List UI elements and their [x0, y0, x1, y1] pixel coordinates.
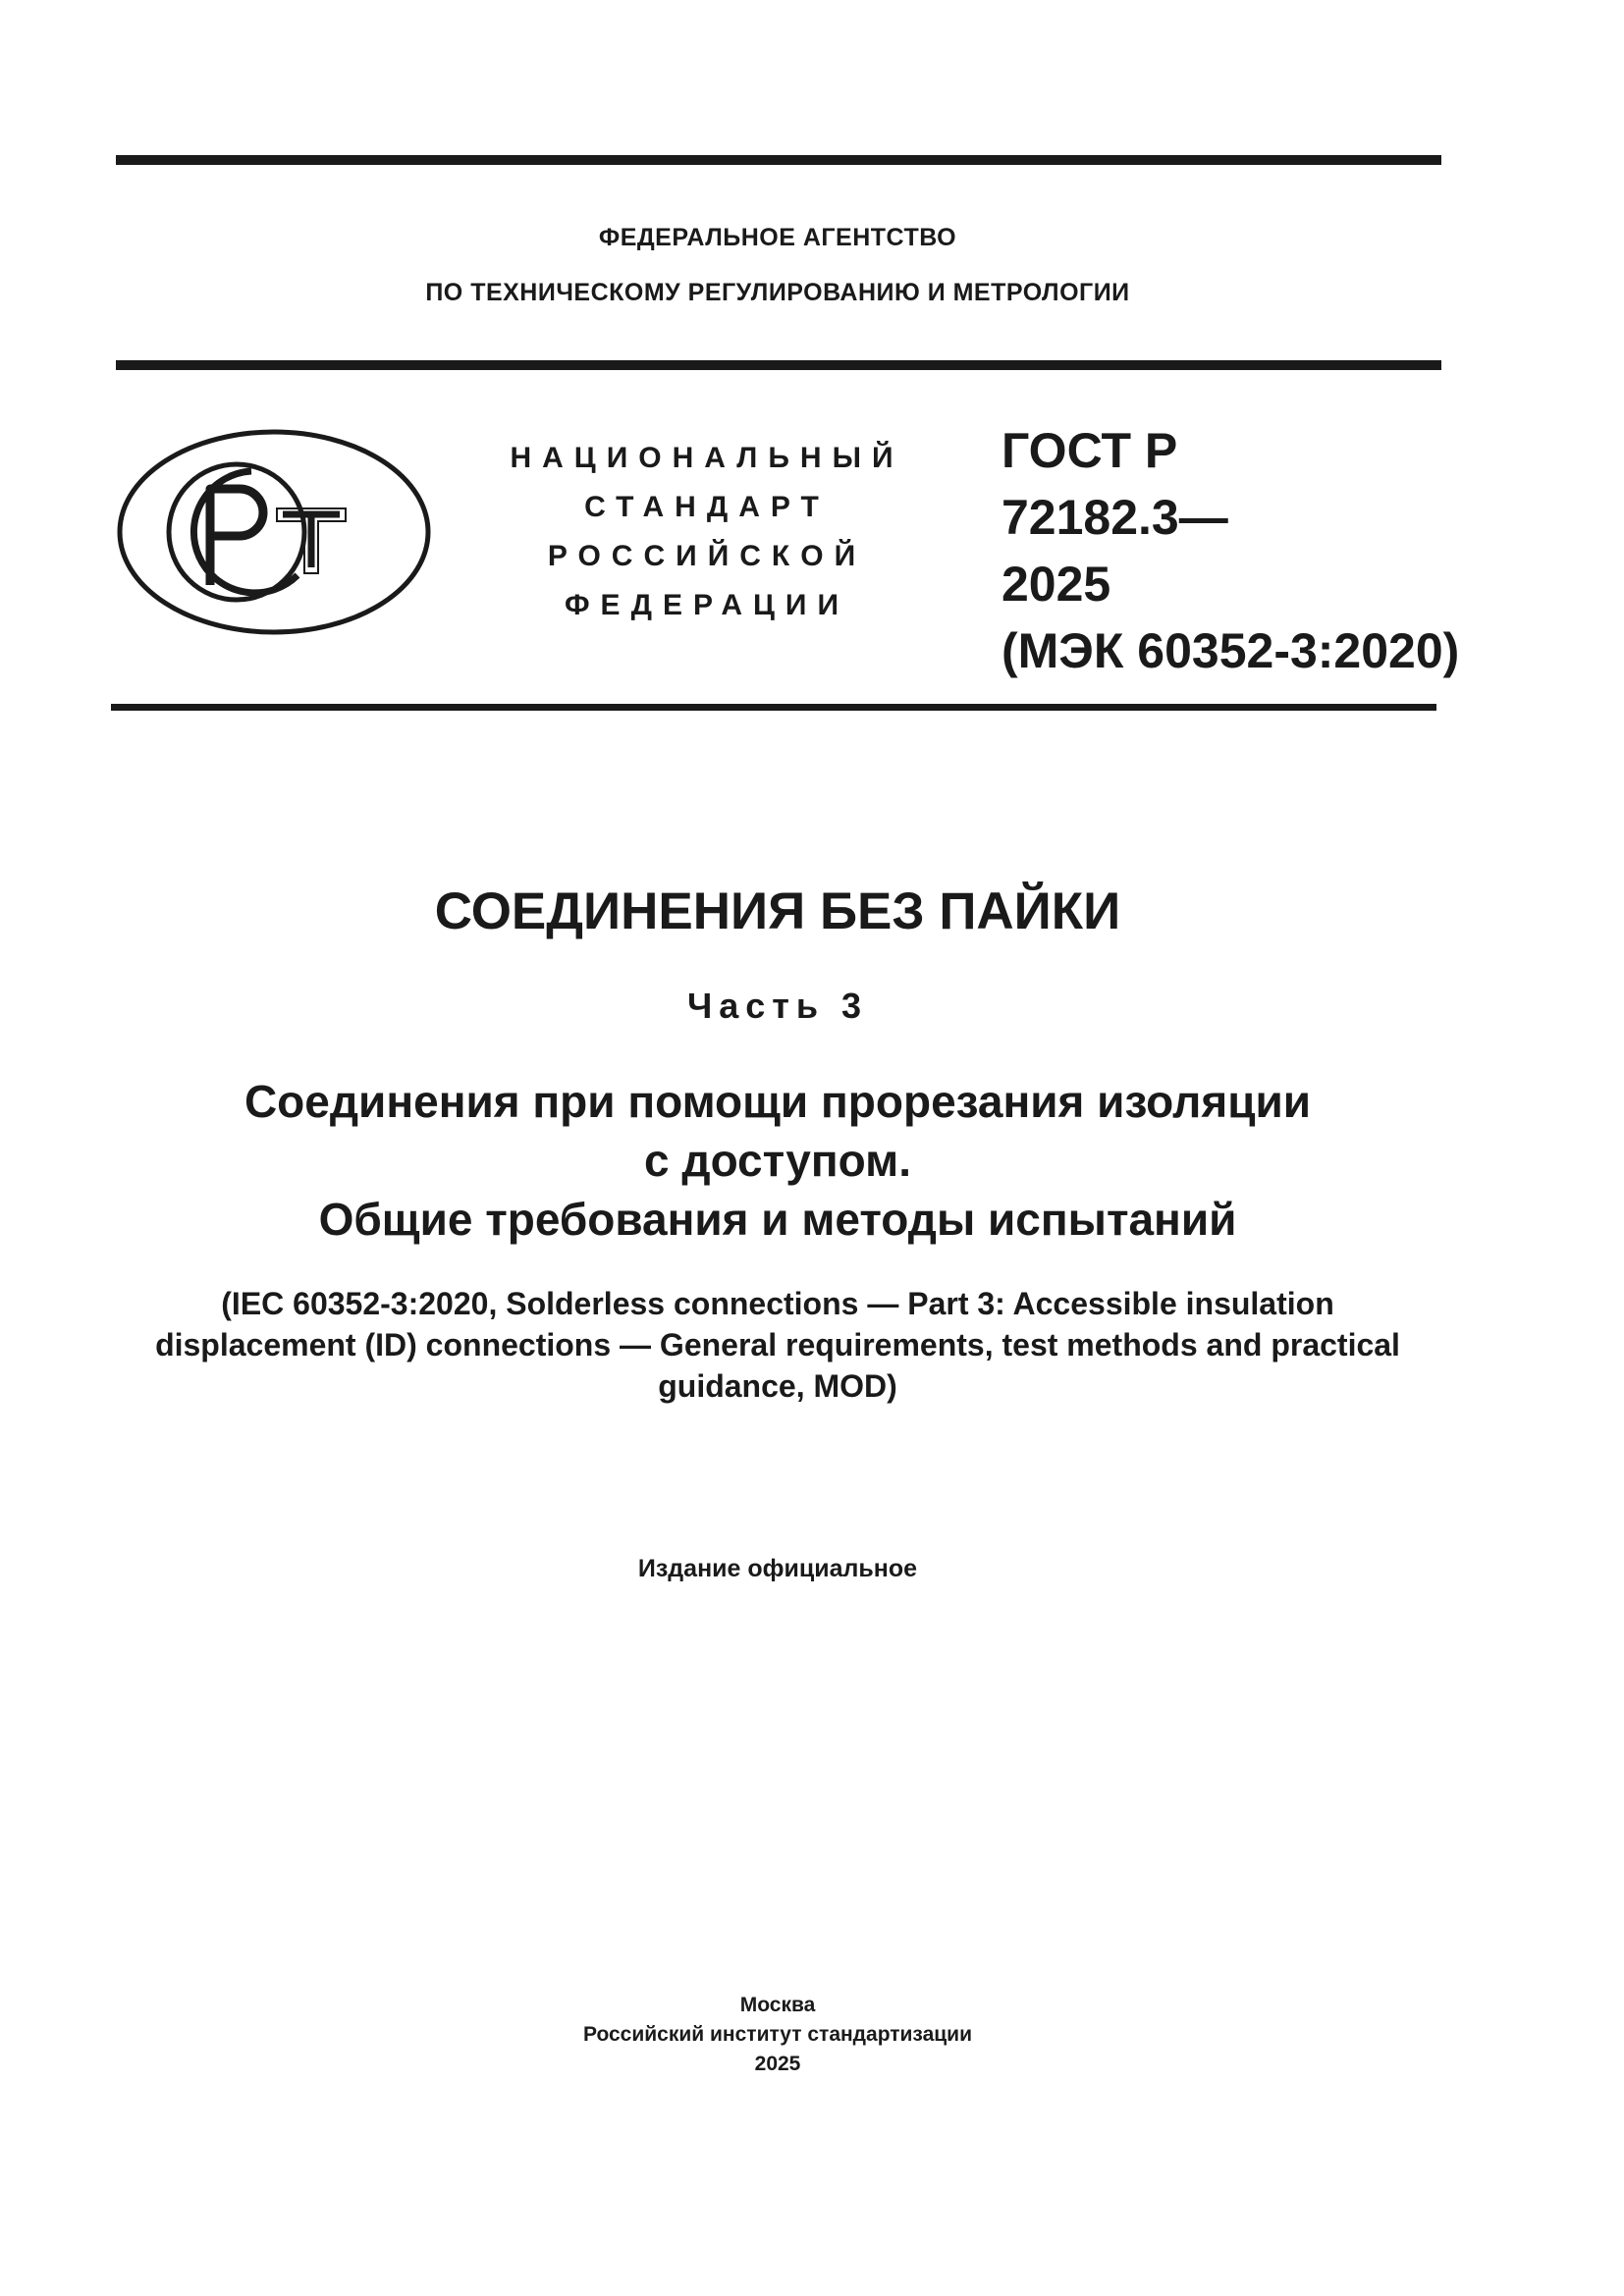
subtitle-line-1: Соединения при помощи прорезания изоляции	[244, 1076, 1312, 1127]
part-number: Часть 3	[686, 986, 869, 1026]
standard-designation	[1001, 417, 1459, 684]
designation-line-2: 72182.3—	[1001, 490, 1228, 545]
imprint-publisher: Российский институт стандартизации	[582, 2023, 973, 2046]
international-reference	[0, 1283, 1555, 1407]
imprint	[0, 1991, 1555, 2079]
national-standard-line-3: РОССИЙСКОЙ	[547, 540, 867, 572]
agency-line-1: ФЕДЕРАЛЬНОЕ АГЕНТСТВО	[598, 224, 957, 251]
imprint-city: Москва	[739, 1994, 816, 2016]
imprint-year: 2025	[754, 2053, 801, 2075]
national-standard-line-1: НАЦИОНАЛЬНЫЙ	[510, 442, 904, 474]
designation-line-3: 2025	[1001, 557, 1111, 612]
document-subtitle	[0, 1072, 1555, 1249]
national-standard-block	[491, 434, 923, 630]
intl-reference-line-2: displacement (ID) connections — General requirements, test methods and practical	[155, 1327, 1400, 1362]
intl-reference-line-1: (IEC 60352-3:2020, Solderless connections — Part 3: Accessible insulation	[221, 1286, 1334, 1321]
designation-line-4: (МЭК 60352-3:2020)	[1001, 623, 1460, 678]
national-standard-line-4: ФЕДЕРАЦИИ	[564, 589, 850, 621]
document-title: СОЕДИНЕНИЯ БЕЗ ПАЙКИ	[434, 882, 1121, 940]
intl-reference-line-3: guidance, MOD)	[658, 1368, 897, 1404]
subtitle-line-2: с доступом.	[644, 1135, 911, 1186]
subtitle-line-3: Общие требования и методы испытаний	[318, 1194, 1237, 1245]
national-standard-line-2: СТАНДАРТ	[584, 491, 830, 523]
top-rule	[116, 155, 1441, 165]
designation-line-1: ГОСТ Р	[1001, 423, 1178, 478]
edition-note: Издание официальное	[637, 1555, 918, 1582]
rst-certification-mark-icon	[116, 428, 432, 636]
header-rule	[116, 360, 1441, 370]
agency-line-2: ПО ТЕХНИЧЕСКОМУ РЕГУЛИРОВАНИЮ И МЕТРОЛОГИИ	[425, 279, 1130, 306]
title-block-rule	[111, 704, 1436, 711]
